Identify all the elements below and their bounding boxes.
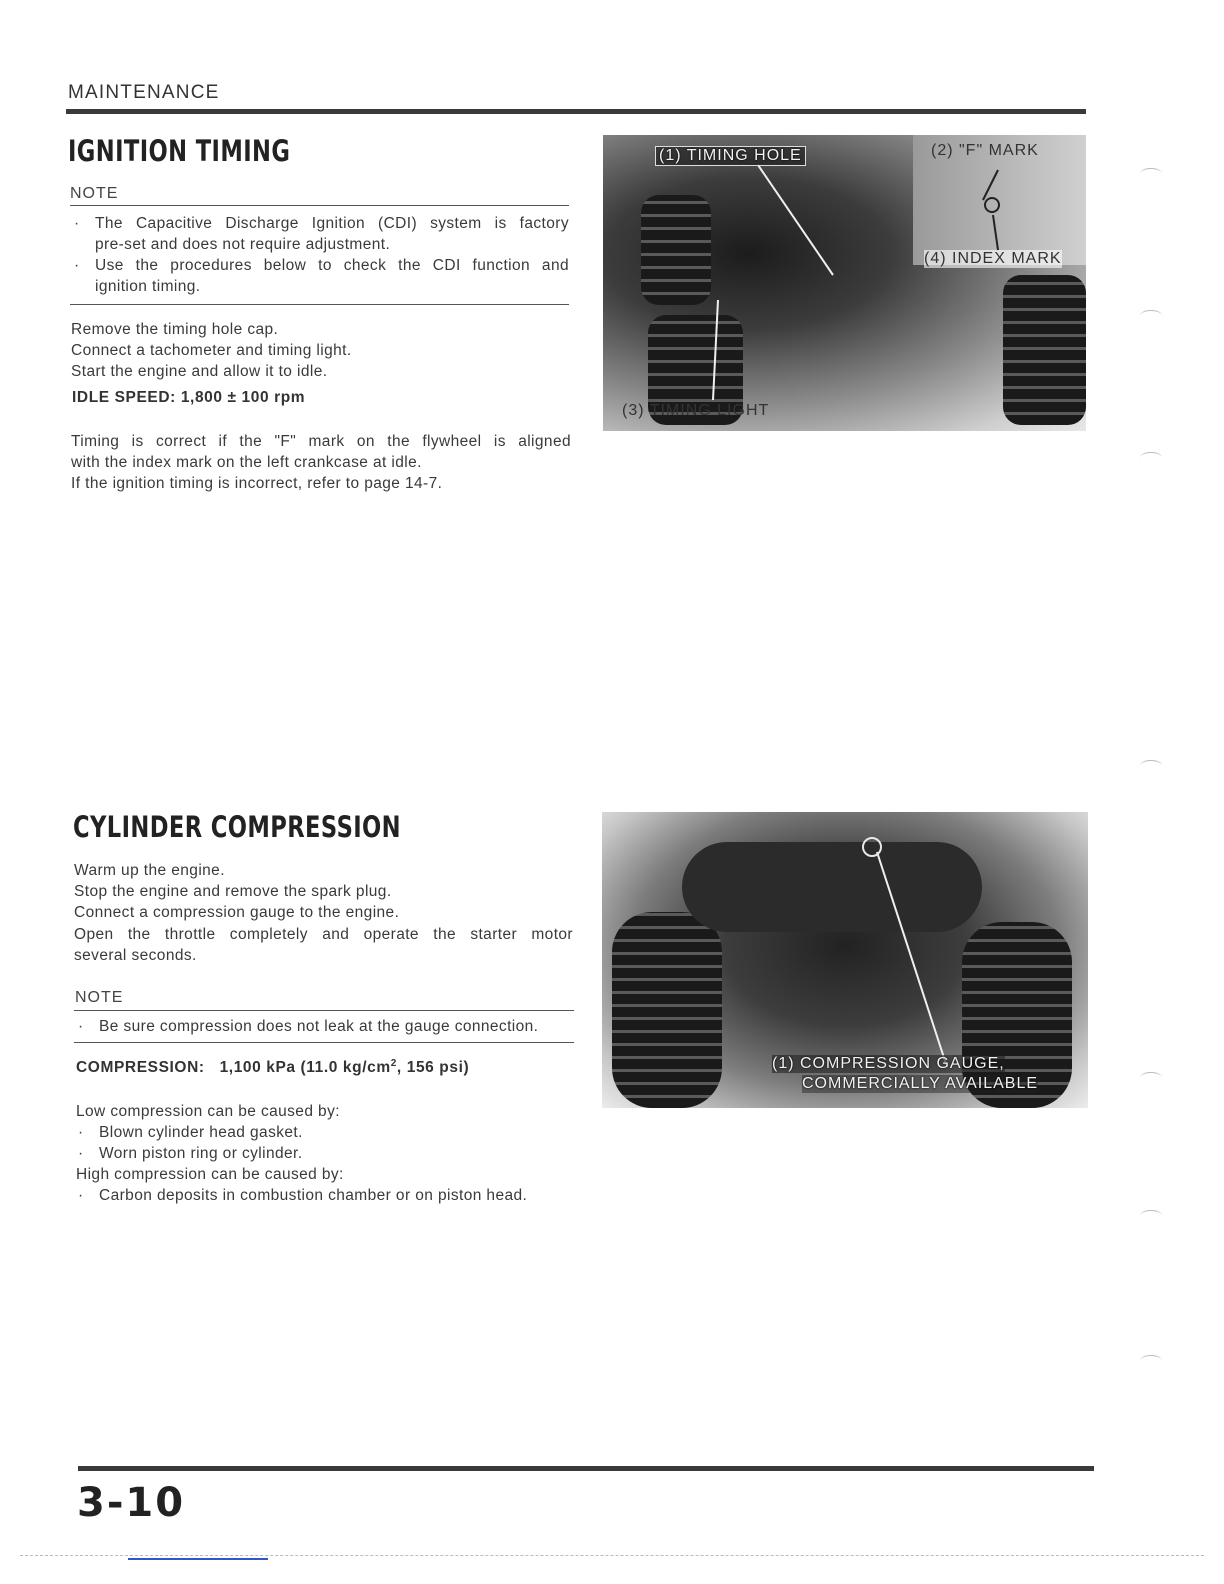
ignition-notes (72, 213, 569, 297)
callout-commercially-available: COMMERCIALLY AVAILABLE (802, 1075, 1039, 1092)
ignition-timing-photo (603, 135, 1086, 431)
ignition-steps: Remove the timing hole cap. Connect a tachometer and timing light. Start the engine and allow it to idle. (71, 321, 352, 380)
scan-edge-mark (1140, 168, 1162, 179)
scan-edge-mark (1140, 760, 1162, 771)
compression-gauge-photo (602, 812, 1088, 1108)
high-cause-item: · Carbon deposits in combustion chamber or on piston head. (78, 1187, 528, 1204)
compression-note: · Be sure compression does not leak at the gauge connection. (78, 1018, 539, 1035)
scan-edge-mark (1140, 310, 1162, 321)
ignition-note-bottom-rule (70, 304, 569, 305)
ignition-note-label: NOTE (70, 185, 119, 202)
ignition-body: Timing is correct if the "F" mark on the flywheel is aligned with the index mark on the left crankcase at idle. If the ignition timing is incorrect, refer to page 14-7. (71, 433, 571, 492)
page-number: 3-10 (77, 1480, 186, 1526)
callout-compression-gauge: (1) COMPRESSION GAUGE, (772, 1055, 1005, 1072)
compression-spec: COMPRESSION: 1,100 kPa (11.0 $kg/cm^2$, 156 psi) (76, 1058, 470, 1077)
ignition-note-item: · Use the procedures below to check the CDI function and ignition timing. (74, 257, 569, 295)
scan-blue-mark (128, 1558, 268, 1560)
top-rule (66, 109, 1086, 114)
callout-timing-light: (3) TIMING LIGHT (622, 402, 770, 419)
compression-note-top-rule (74, 1010, 574, 1011)
scan-edge-mark (1140, 452, 1162, 463)
low-cause-item: · Worn piston ring or cylinder. (78, 1145, 303, 1162)
low-cause-item: · Blown cylinder head gasket. (78, 1124, 303, 1141)
scan-edge-mark (1140, 1072, 1162, 1083)
compression-steps: Warm up the engine. Stop the engine and remove the spark plug. Connect a compression gauge to the engine. (74, 862, 400, 921)
compression-note-bottom-rule (74, 1042, 574, 1043)
bottom-rule (78, 1466, 1094, 1471)
cylinder-compression-title: CYLINDER COMPRESSION (73, 810, 402, 844)
scan-edge-mark (1140, 1355, 1162, 1366)
callout-timing-hole: (1) TIMING HOLE (655, 146, 806, 166)
leader-lines (603, 135, 1086, 431)
ignition-note-item: · The Capacitive Discharge Ignition (CDI) system is factory pre-set and does not require adjustment. (74, 215, 569, 253)
ignition-timing-title: IGNITION TIMING (68, 134, 291, 168)
compression-note-label: NOTE (75, 989, 124, 1006)
running-head: MAINTENANCE (68, 82, 220, 103)
scan-bottom-edge (20, 1555, 1204, 1557)
callout-f-mark: (2) "F" MARK (931, 142, 1039, 159)
callout-index-mark: (4) INDEX MARK (924, 250, 1062, 267)
ignition-note-top-rule (70, 205, 569, 206)
compression-step-4: Open the throttle completely and operate the starter motor several seconds. (74, 926, 573, 964)
compression-causes: Low compression can be caused by: · Blown cylinder head gasket. · Worn piston ring or cylinder. High compression can be caused by: · Carbon deposits in combustion chamber or on piston head. (76, 1101, 576, 1206)
idle-speed-spec: IDLE SPEED: 1,800 ± 100 rpm (72, 389, 306, 406)
scan-edge-mark (1140, 1210, 1162, 1221)
